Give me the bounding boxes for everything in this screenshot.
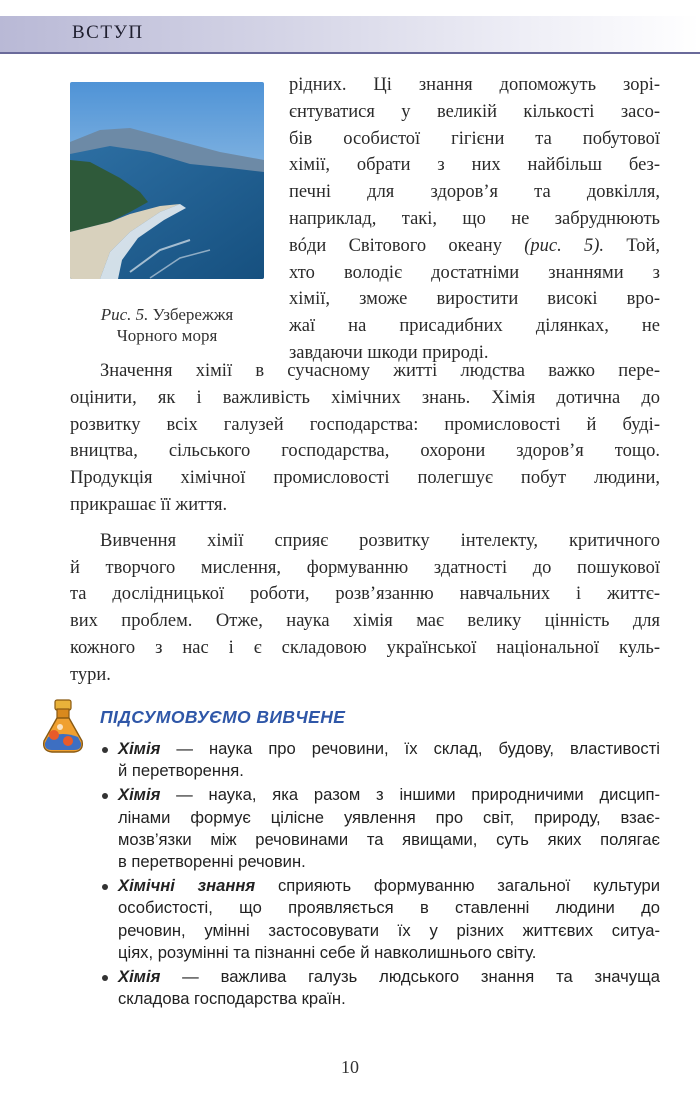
figure-ref: Рис. 5. [100,305,149,324]
figure-caption [70,304,264,346]
text-line: ціях, розумінні та пізнанні себе й навколишнього світу. [118,942,537,962]
text-line: Хімія — наука, яка разом з іншими природничими дисцип- [118,785,660,805]
section-title: ВСТУП [72,22,144,43]
text-line: завдаючи шкоди природі. [289,342,489,363]
text-line: жаї на присадибних ділянках, не [289,316,660,337]
text-line: складова господарства країн. [118,989,346,1009]
text-line: хімії, обрати з них найбільш без- [289,155,660,176]
text-line: прикрашає її життя. [70,494,228,515]
intro-column-text [289,72,660,367]
text-line: бів особистої гігієни та побутової [289,128,660,149]
text-line: кожного з нас і є складовою української національної куль- [70,637,660,658]
text-line: оцінити, як і важливість хімічних знань. Хімія дотична до [70,387,660,408]
summary-heading: ПІДСУМОВУЄМО ВИВЧЕНЕ [100,707,346,727]
text-line: рідних. Ці знання допоможуть зорі- [289,75,660,95]
text-line: Хімія — важлива галузь людського знання та значуща [118,966,660,986]
text-line: єнтуватися у великій кількості засо- [289,101,660,122]
text-line: Хімічні знання сприяють формуванню загальної культури [118,876,660,896]
text-line: й перетворення. [118,761,244,781]
text-line: печні для здоров’я та довкілля, [289,182,660,203]
text-line: в перетворенні речовин. [118,851,306,871]
list-item [100,784,660,873]
text-line: лінами формує цілісне уявлення про світ, природу, взає- [118,807,660,827]
list-item [100,875,660,964]
text-line: мозв’язки між речовинами та явищами, суть яких полягає [118,829,660,849]
page-number: 10 [341,1057,359,1077]
list-item [100,738,660,782]
figure-reference: (рис. 5). [524,235,605,256]
bullet-dot [102,793,108,799]
caption-text: Узбережжя [152,305,234,324]
caption-text-2: Чорного моря [116,326,218,345]
text-line: тури. [70,664,111,685]
flask-icon [38,697,88,755]
text-line: розвитку всіх галузей господарства: промисловості й буді- [70,414,660,435]
summary-list [100,738,660,1012]
bullet-dot [102,975,108,981]
text-line: Хімія — наука про речовини, їх склад, будову, властивості [118,739,660,758]
text-line: вництва, сільського господарства, охорони здоров’я тощо. [70,441,660,462]
text-line: речовин, умінні застосовувати їх у різних життєвих ситуа- [118,920,660,940]
text-line: особистості, що проявляється в ставленні людини до [118,898,660,918]
text-line: вих проблем. Отже, наука хімія має велику цінність для [70,611,660,632]
text-line: наприклад, такі, що не забруднюють [289,208,660,229]
text-line: та дослідницької роботи, розв’язанню навчальних і життє- [70,584,660,605]
bullet-dot [102,884,108,890]
body-text [70,358,660,689]
text-line: Значення хімії в сучасному житті людства важко пере- [100,361,660,381]
header-rule [0,52,700,54]
text-line: хто володіє достатніми знаннями з [289,262,660,283]
list-item [100,966,660,1010]
text-line: хімії, зможе виростити високі вро- [289,289,660,310]
coastline-photo [70,82,264,279]
text-line: Вивчення хімії сприяє розвитку інтелекту, критичного [100,530,660,551]
text-line: й творчого мислення, формуванню здатності до пошукової [70,557,660,578]
text-line: Продукція хімічної промисловості полегшує побут людини, [70,468,660,489]
bullet-dot [102,747,108,753]
text-line-with-figref: вóди Світового океану (рис. 5). Той, [289,235,661,256]
